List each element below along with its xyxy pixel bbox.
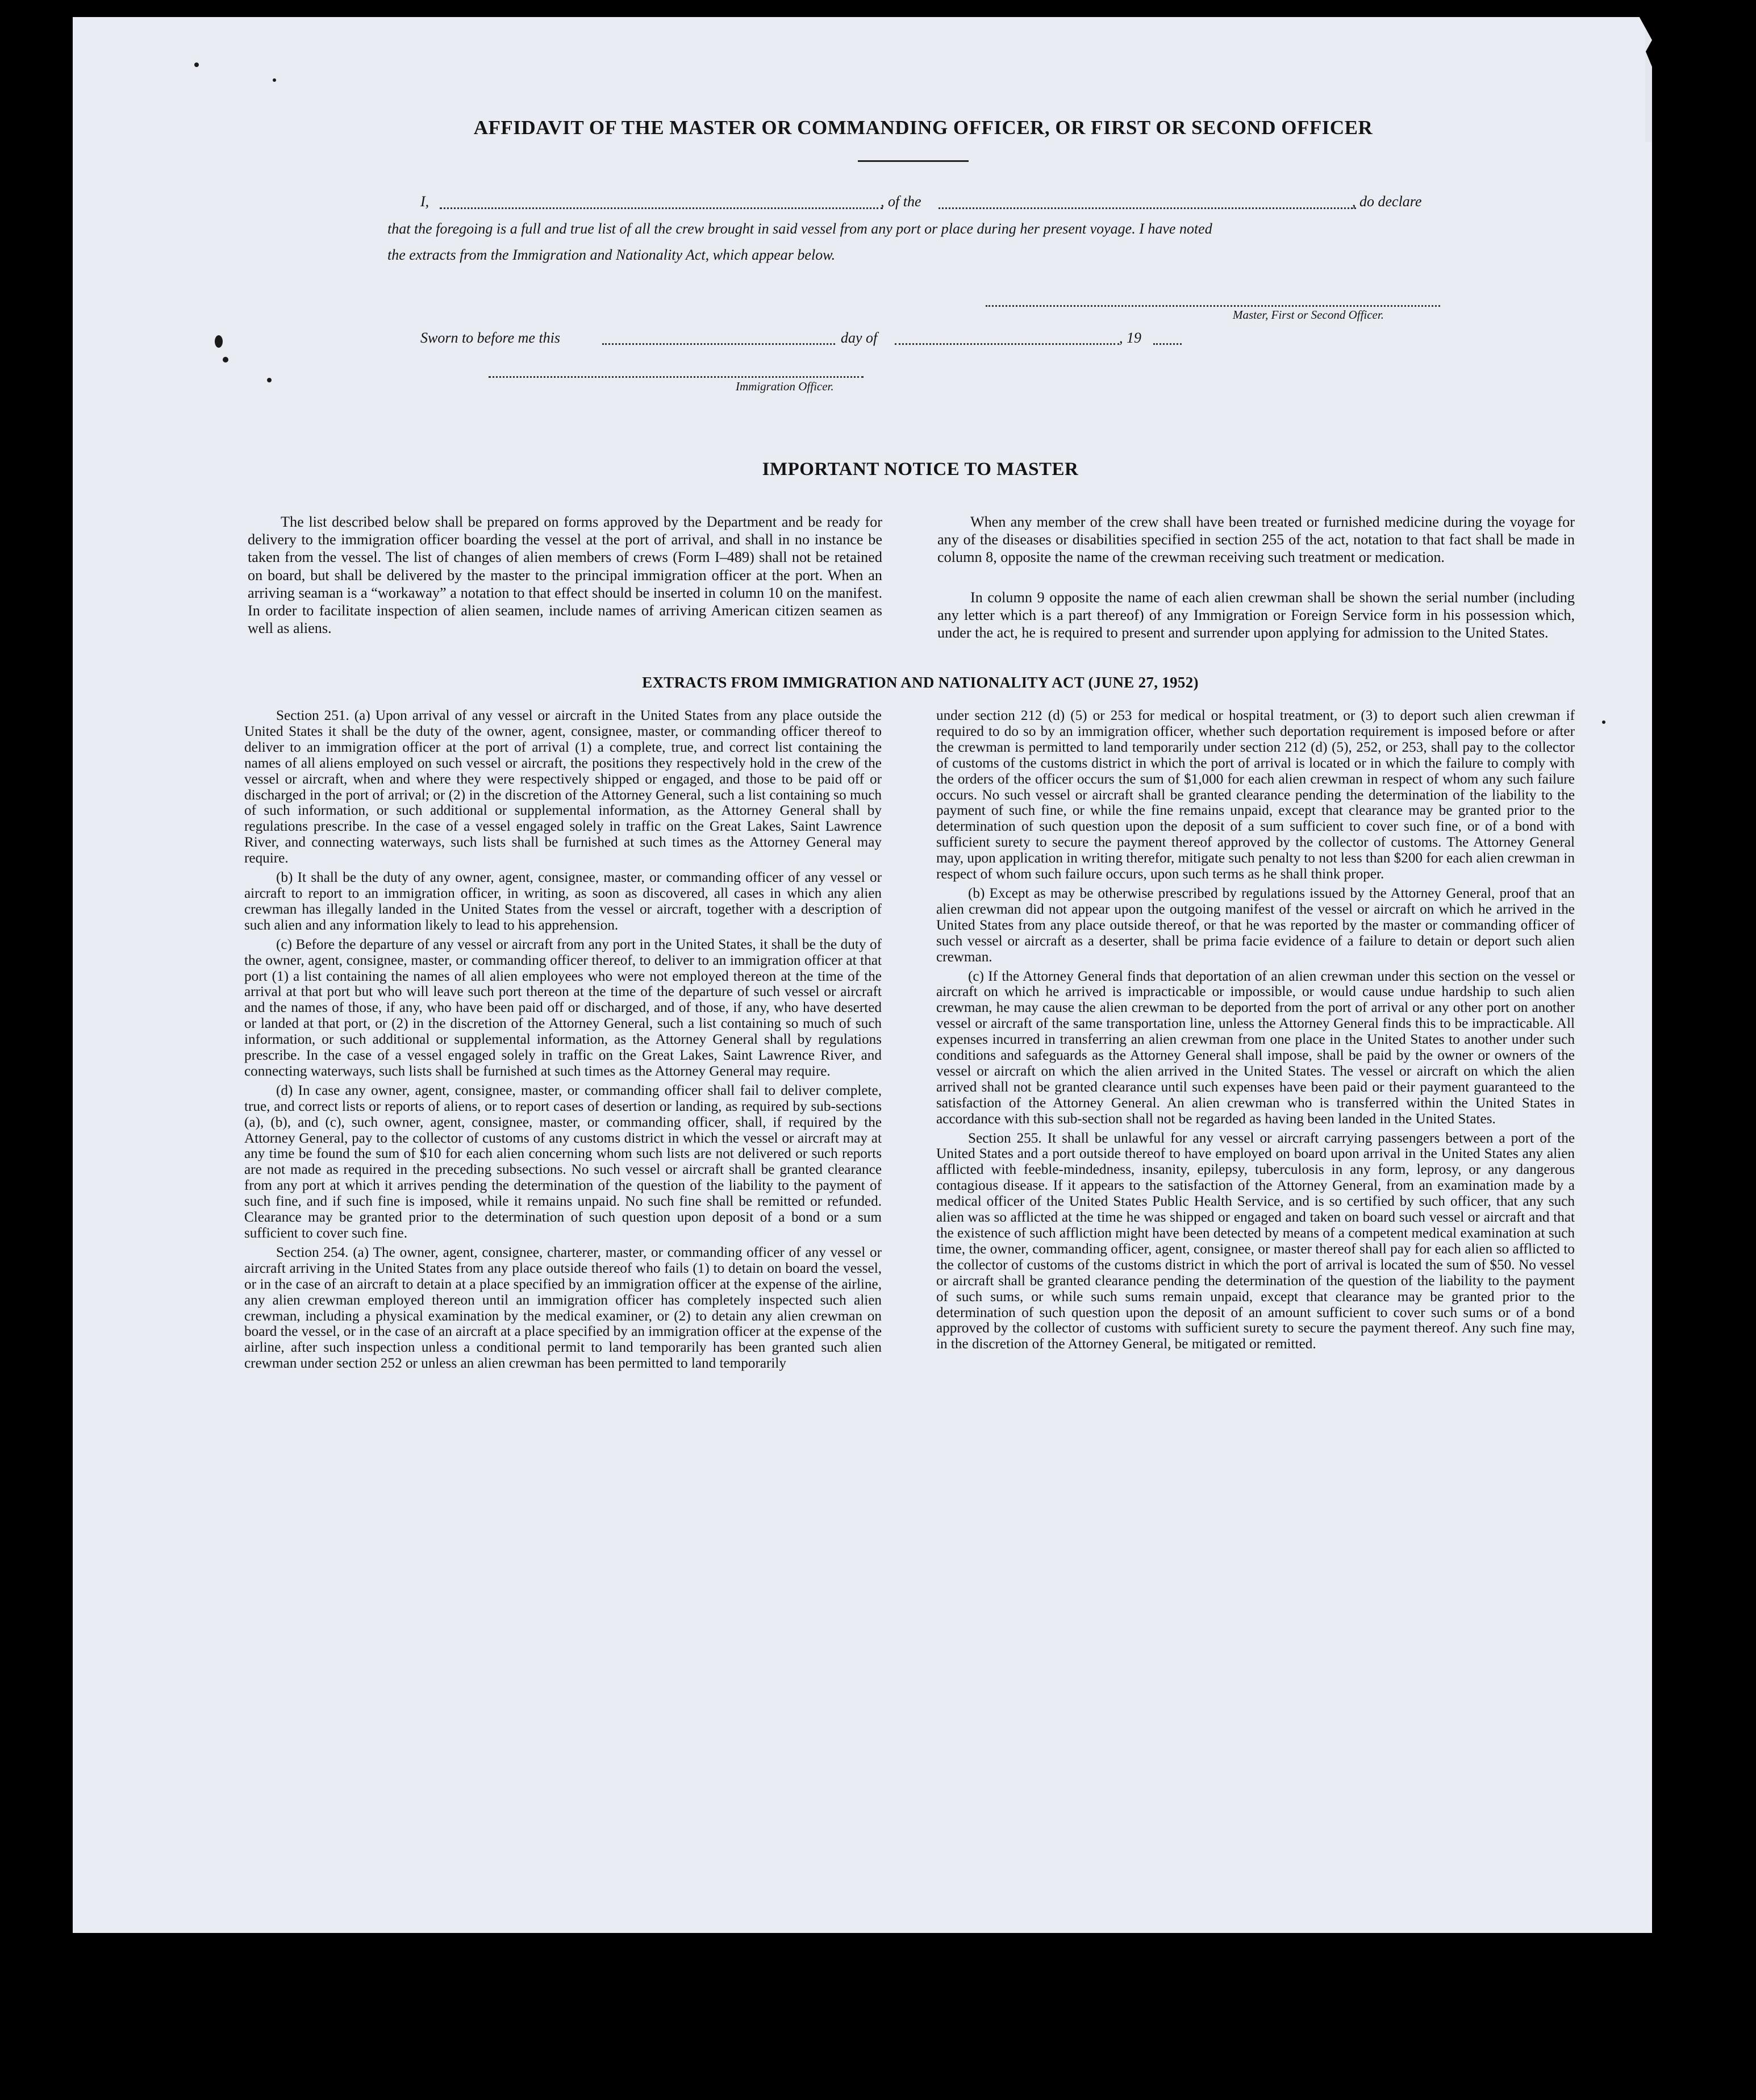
notice-title: IMPORTANT NOTICE TO MASTER [762,459,1079,480]
affidavit-i-label: I, [420,193,429,210]
punch-hole [1660,1685,1692,1717]
notice-right-paragraph-1: When any member of the crew shall have been treated or furnished medicine during the voyage for any of the diseases or disabilities specified in section 255 of the act, notation to that fact shall be made in column 8, opposite the name of the crewman receiving such treatment or medication. [937,514,1575,566]
punch-hole [1660,1605,1692,1636]
day-of-label: day of [841,330,878,346]
section-251-d: (d) In case any owner, agent, consignee, master, or commanding officer shall fail to deliver complete, true, and correct lists or reports of aliens, or to report cases of desertion or landing, as required by sub-sections (a), (b), and (c), such owner, agent, consignee, master, or commanding officer, shall, if required by the Attorney General, pay to the collector of customs of any customs district in which the vessel or aircraft may at any time be found the sum of $10 for each alien concerning whom such lists are not delivered or such reports are not made as required in the preceding subsections. No such vessel or aircraft shall be granted clearance from any port at which it arrives pending the determination of the question of the liability to the payment of such fine, and if such fine is imposed, while it remains unpaid. No such fine shall be remitted or refunded. Clearance may be granted prior to the determination of such question upon deposit of a bond or a sum sufficient to cover such fine. [244,1082,882,1241]
punch-hole [1660,1306,1692,1338]
punch-hole [1660,509,1692,540]
extracts-left-column [244,708,882,1375]
punch-hole [1660,287,1692,319]
torn-corner [1645,17,1756,142]
punch-hole [1660,378,1692,410]
section-255: Section 255. It shall be unlawful for any vessel or aircraft carrying passengers between a port of the United States and a port outside thereof to have employed on board upon arrival in the United States any alien afflicted with feeble-mindedness, insanity, epilepsy, tuberculosis in any form, leprosy, or any dangerous contagious disease. If it appears to the satisfaction of the Attorney General, from an examination made by a medical officer of the United States Public Health Service, and is so certified by such officer, that any such alien was so afflicted at the time he was shipped or engaged and taken on board such vessel or aircraft and that the existence of such affliction might have been detected by means of a competent medical examination at such time, the owner, commanding officer, agent, consignee, or master thereof shall pay for each alien so afflicted to the collector of customs of the customs district in which the port of arrival is located the sum of $50. No vessel or aircraft shall be granted clearance pending the determination of the question of the liability to the payment of such sums, or while such sums remain unpaid, except that clearance may be granted prior to the determination of such question upon the deposit of an amount sufficient to cover such sums or of a bond approved by the collector of customs with sufficient surety to secure the payment thereof. Any such fine may, in the discretion of the Attorney General, be mitigated or remitted. [936,1130,1575,1352]
ink-speck [273,78,276,82]
title-rule [858,160,969,162]
section-254-c: (c) If the Attorney General finds that deportation of an alien crewman under this section on the vessel or aircraft on which he arrived is impracticable or impossible, or would cause undue hardship to such alien crewman, he may cause the alien crewman to be deported from the port of arrival or any other port on another vessel or aircraft of the same transportation line, unless the Attorney General finds this to be impracticable. All expenses incurred in transferring an alien crewman from one place in the United States to another under such conditions and safeguards as the Attorney General shall impose, shall be paid by the owner or owners of the vessel or aircraft on which the alien arrived in the United States. The vessel or aircraft on which the alien arrived shall not be granted clearance until such expenses have been paid or their payment guaranteed to the satisfaction of the Attorney General. An alien crewman who is transferred within the United States in accordance with this sub-section shall not be regarded as having been landed in the United States. [936,968,1575,1127]
sworn-year-field[interactable] [1153,343,1182,345]
year-label: , 19 [1119,330,1141,346]
name-field[interactable] [440,207,883,209]
section-251-c: (c) Before the departure of any vessel or aircraft from any port in the United States, it shall be the duty of the owner, agent, consignee, master, or commanding officer thereof, to deliver to an immigration officer at that port (1) a list containing the names of all alien employees who were not employed thereon at the time of the arrival at that port but who will leave such port thereon at the time of the departure of such vessel or aircraft and the names of those, if any, who have been paid off or discharged, and of those, if any, who have deserted or landed at that port, or (2) in the discretion of the Attorney General, such a list containing so much of such information, or such additional or supplemental information, as the Attorney General shall by regulations prescribe. In the case of a vessel engaged solely in traffic on the Great Lakes, Saint Lawrence River, and connecting waterways, such lists shall be furnished at such times as the Attorney General may require. [244,936,882,1079]
of-the-label: , of the [881,193,921,210]
sworn-label: Sworn to before me this [420,330,561,346]
master-signature-field[interactable] [986,305,1440,307]
ink-speck [194,63,199,67]
section-251-b: (b) It shall be the duty of any owner, agent, consignee, master, or commanding officer of any vessel or aircraft to report to an immigration officer, in writing, as soon as discovered, all cases in which any alien crewman has illegally landed in the United States from the vessel or aircraft, together with a description of such alien and any information likely to lead to his apprehension. [244,870,882,933]
ink-speck [1602,720,1605,724]
master-label: Master, First or Second Officer. [1233,308,1384,322]
affidavit-line-2: that the foregoing is a full and true list of all the crew brought in said vessel from any port or place during her present voyage. I have noted [387,220,1212,237]
affidavit-title: AFFIDAVIT OF THE MASTER OR COMMANDING OFFICER, OR FIRST OR SECOND OFFICER [473,116,1373,139]
section-254-a: Section 254. (a) The owner, agent, consignee, charterer, master, or commanding officer of any vessel or aircraft arriving in the United States from any place outside thereof who fails (1) to detain on board the vessel, or in the case of an aircraft to detain at a place specified by an immigration officer at the expense of the airline, any alien crewman employed thereon until an immigration officer has completely inspected such alien crewman, including a physical examination by the medical examiner, or (2) to detain any alien crewman on board the vessel, or in the case of an aircraft at a place specified by an immigration officer at the expense of the airline, after such inspection unless a conditional permit to land temporarily has been granted such alien crewman under section 252 or unless an alien crewman has been permitted to land temporarily [244,1244,882,1372]
section-254-a-continued: under section 212 (d) (5) or 253 for medical or hospital treatment, or (3) to deport such alien crewman if required to do so by an immigration officer, whether such deportation requirement is imposed before or after the crewman is permitted to land temporarily under section 212 (d) (5), 252, or 253, shall pay to the collector of customs of the customs district in which the port of arrival is located or in which the failure to comply with the orders of the officer occurs the sum of $1,000 for each alien crewman in respect of whom any such failure occurs. No such vessel or aircraft shall be granted clearance pending the determination of the liability to the payment of such fine, or while the fine remains unpaid, except that clearance may be granted prior to the determination of such question upon the deposit of a sum sufficient to cover such fine, or of a bond with sufficient surety to secure the payment thereof approved by the collector of customs. The Attorney General may, upon application in writing therefor, mitigate such penalty to not less than $200 for each alien crewman in respect of whom such failure occurs, upon such terms as he shall think proper. [936,708,1575,882]
extracts-right-column [936,708,1575,1356]
section-251-a: Section 251. (a) Upon arrival of any vessel or aircraft in the United States from any place outside the United States it shall be the duty of the owner, agent, consignee, master, or commanding officer thereof to deliver to an immigration officer at the port of arrival (1) a complete, true, and correct list containing the names of all aliens employed on such vessel or aircraft, the positions they respectively hold in the crew of the vessel or aircraft, when and where they were respectively shipped or engaged, and those to be paid off or discharged in the port of arrival; or (2) in the discretion of the Attorney General, such a list containing so much of such information, or such additional or supplemental information, as the Attorney General shall by regulations prescribe. In the case of a vessel engaged solely in traffic on the Great Lakes, Saint Lawrence River, and connecting waterways, such lists shall be furnished at such times as the Attorney General may require. [244,708,882,866]
immigration-officer-label: Immigration Officer. [736,380,834,393]
immigration-officer-field[interactable] [489,376,864,378]
affidavit-line-3: the extracts from the Immigration and Nationality Act, which appear below. [387,247,836,263]
sworn-month-field[interactable] [895,343,1119,345]
notice-left-paragraph: The list described below shall be prepared on forms approved by the Department and be ready for delivery to the immigration officer boarding the vessel at the port of arrival, and shall in no instance be taken from the vessel. The list of changes of alien members of crews (Form I–489) shall not be retained on board, but shall be delivered by the master to the principal immigration officer at the port. When an arriving seaman is a “workaway” a notation to that effect should be inserted in column 10 on the manifest. In order to facilitate inspection of alien seamen, include names of arriving American citizen seamen as well as aliens. [248,514,882,637]
punch-hole [1660,1210,1692,1242]
ink-speck [215,335,223,348]
vessel-field[interactable] [939,207,1356,209]
ink-speck [267,378,272,382]
do-declare-label: , do declare [1352,193,1422,210]
ink-speck [223,357,228,363]
section-254-b: (b) Except as may be otherwise prescribed by regulations issued by the Attorney General, proof that an alien crewman did not appear upon the outgoing manifest of the vessel or aircraft on which he arrived in the United States from any place outside thereof, or that he was reported by the master or commanding officer of such vessel or aircraft as a deserter, shall be prima facie evidence of a failure to detain or deport such alien crewman. [936,885,1575,965]
sworn-day-field[interactable] [602,343,835,345]
punch-hole [1660,669,1692,701]
notice-right-paragraph-2: In column 9 opposite the name of each alien crewman shall be shown the serial number (including any letter which is a part thereof) of any Immigration or Foreign Service form in his possession which, under the act, he is required to present and surrender upon applying for admission to the United States. [937,589,1575,641]
punch-hole [1660,196,1692,228]
extracts-title: EXTRACTS FROM IMMIGRATION AND NATIONALITY ACT (JUNE 27, 1952) [642,674,1199,691]
